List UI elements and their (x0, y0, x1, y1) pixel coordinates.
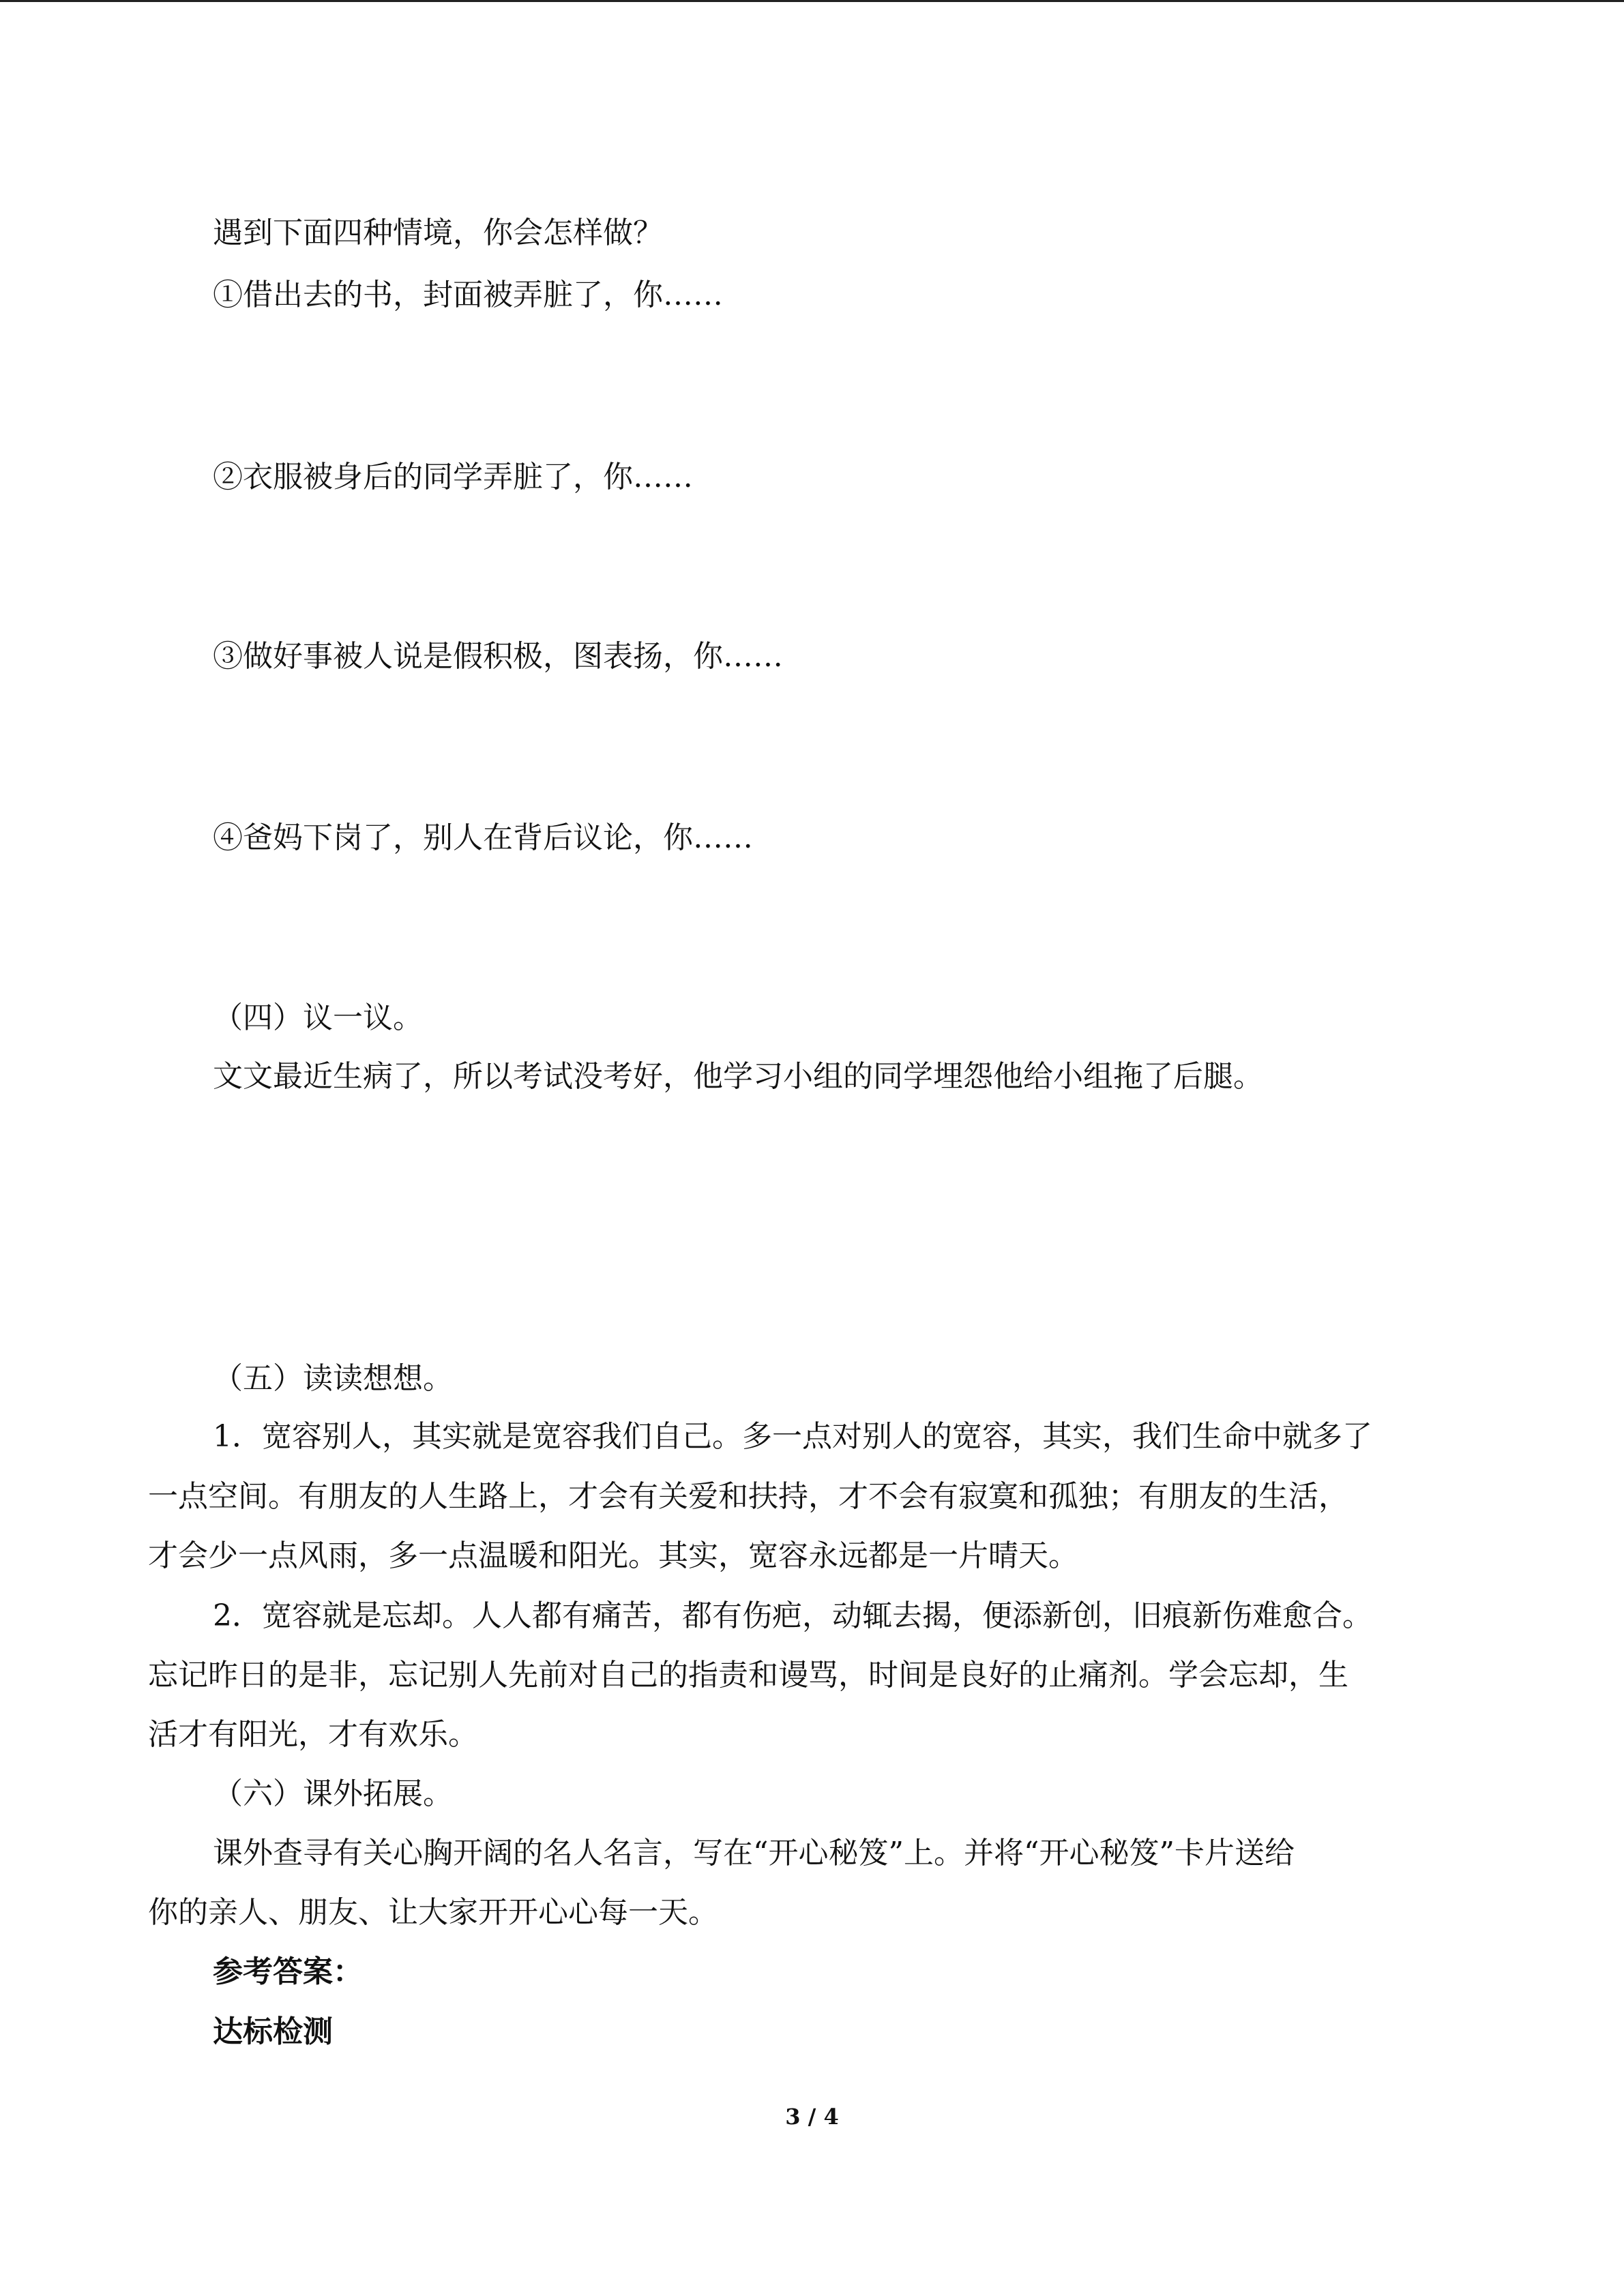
page-number: 3 / 4 (785, 2104, 839, 2130)
section-5-heading: （五）读读想想。 (213, 1361, 453, 1396)
section-4-heading: （四）议一议。 (213, 1000, 423, 1035)
intro-question: 遇到下面四种情境，你会怎样做？ (213, 215, 663, 250)
situation-4: ④爸妈下岗了，别人在背后议论，你…… (213, 820, 753, 855)
situation-3: ③做好事被人说是假积极，图表扬，你…… (213, 639, 783, 674)
situation-2: ②衣服被身后的同学弄脏了，你…… (213, 460, 693, 494)
section-5-p2-line-1: 2．宽容就是忘却。人人都有痛苦，都有伤疤，动辄去揭，便添新创，旧痕新伤难愈合。 (213, 1598, 1372, 1633)
section-4-text: 文文最近生病了，所以考试没考好，他学习小组的同学埋怨他给小组拖了后腿。 (213, 1059, 1263, 1094)
section-5-p2-line-3: 活才有阳光，才有欢乐。 (148, 1717, 478, 1752)
top-border-rule (0, 0, 1624, 2)
section-5-p1-line-1: 1．宽容别人，其实就是宽容我们自己。多一点对别人的宽容，其实，我们生命中就多了 (213, 1419, 1372, 1454)
section-6-line-2: 你的亲人、朋友、让大家开开心心每一天。 (148, 1895, 718, 1930)
section-5-p1-line-2: 一点空间。有朋友的人生路上，才会有关爱和扶持，才不会有寂寞和孤独；有朋友的生活， (148, 1479, 1348, 1514)
situation-1: ①借出去的书，封面被弄脏了，你…… (213, 278, 723, 312)
answers-heading: 参考答案： (213, 1954, 363, 1989)
section-6-heading: （六）课外拓展。 (213, 1776, 453, 1811)
section-5-p1-line-3: 才会少一点风雨，多一点温暖和阳光。其实，宽容永远都是一片晴天。 (148, 1538, 1078, 1573)
section-5-p2-line-2: 忘记昨日的是非，忘记别人先前对自己的指责和谩骂，时间是良好的止痛剂。学会忘却，生 (148, 1658, 1348, 1693)
check-heading: 达标检测 (213, 2014, 333, 2049)
section-6-line-1: 课外查寻有关心胸开阔的名人名言，写在“开心秘笈”上。并将“开心秘笈”卡片送给 (213, 1836, 1295, 1870)
